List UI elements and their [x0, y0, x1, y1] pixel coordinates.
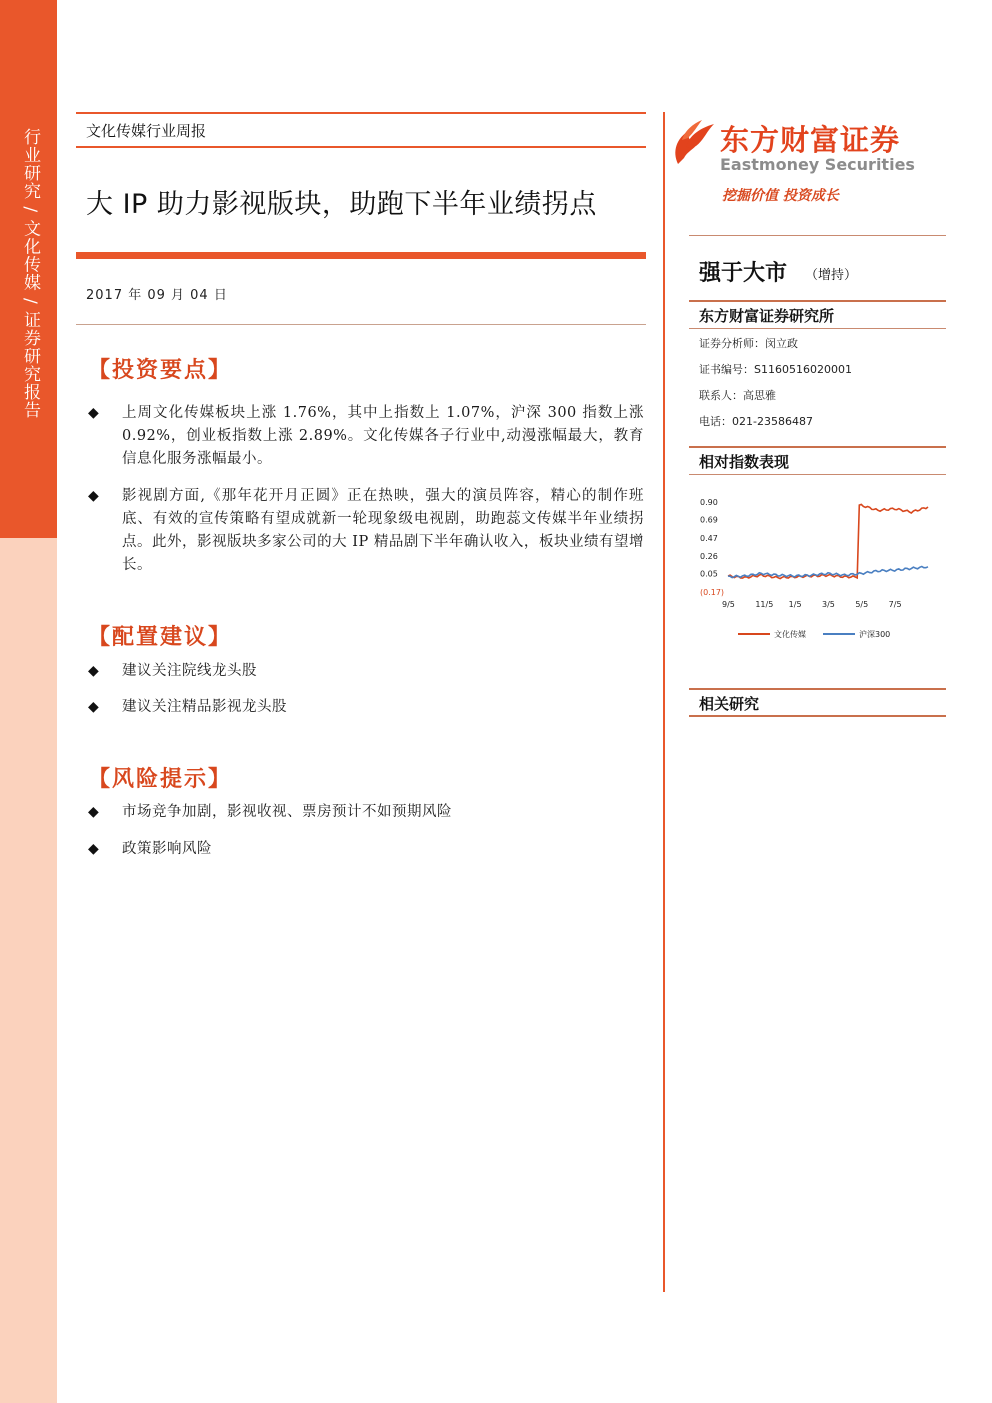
diamond-bullet-icon: ◆ — [88, 405, 99, 421]
x-tick-label: 9/5 — [722, 600, 735, 609]
section-title-invest-points: 【投资要点】 — [88, 357, 233, 383]
bullet-text: 影视剧方面,《那年花开月正圆》正在热映，强大的演员阵容，精心的制作班底、有效的宣传策略有望成就新一轮现象级电视剧，助跑蕊文传媒半年业绩拐点。此外，影视版块多家公司的大 IP 精品剧下半年确认收入，板块业绩有望增长。 — [122, 488, 644, 573]
y-tick-label: 0.47 — [700, 534, 718, 544]
sidebar-category-text: 行业研究 / 文化传媒 / 证券研究报告 — [20, 128, 40, 420]
bullet-text: 市场竞争加剧，影视收视、票房预计不如预期风险 — [122, 804, 452, 820]
x-tick-label: 3/5 — [822, 600, 835, 609]
title-underline-bar — [76, 252, 646, 259]
diamond-bullet-icon: ◆ — [88, 841, 99, 857]
date-divider — [76, 324, 646, 325]
chart-heading-bottom-rule — [689, 474, 946, 475]
cert-number: 证书编号：S1160516020001 — [699, 363, 852, 376]
institute-name: 东方财富证券研究所 — [699, 307, 835, 325]
institute-bottom-rule — [689, 328, 946, 329]
rating-label: 强于大市 — [699, 261, 788, 286]
x-tick-label: 5/5 — [855, 600, 869, 609]
header-top-rule — [76, 112, 646, 114]
contact-person: 联系人：高思雅 — [699, 389, 776, 402]
chart-heading: 相对指数表现 — [699, 453, 790, 471]
y-tick-label: 0.90 — [700, 498, 718, 507]
y-tick-label: 0.69 — [700, 515, 718, 525]
list-item — [88, 696, 644, 719]
page-title: 大 IP 助力影视版块，助跑下半年业绩拐点 — [86, 189, 597, 220]
list-item — [88, 838, 644, 861]
institute-top-rule — [689, 300, 946, 302]
related-heading-top-rule — [689, 688, 946, 690]
diamond-bullet-icon: ◆ — [88, 663, 99, 679]
column-divider — [663, 112, 665, 1292]
y-tick-label: 0.26 — [700, 551, 718, 561]
y-tick-label: 0.05 — [700, 569, 718, 579]
relative-index-chart — [690, 490, 940, 650]
x-tick-label: 7/5 — [888, 600, 902, 609]
related-heading-bottom-rule — [689, 715, 946, 717]
bullet-text: 建议关注精品影视龙头股 — [122, 699, 287, 715]
list-item — [88, 660, 644, 683]
series-line-culture-media — [728, 504, 928, 578]
y-tick-label: (0.17) — [700, 588, 725, 597]
header-mid-rule — [76, 146, 646, 148]
list-item — [88, 801, 644, 824]
bullet-text: 政策影响风险 — [122, 841, 212, 857]
flame-logo-icon — [670, 118, 716, 168]
report-date: 2017 年 09 月 04 日 — [86, 288, 228, 303]
rating-top-rule — [689, 235, 946, 236]
logo-chinese-name: 东方财富证券 — [720, 123, 901, 157]
side-strip-light — [0, 538, 57, 1403]
x-tick-label: 11/5 — [755, 600, 774, 609]
diamond-bullet-icon: ◆ — [88, 488, 99, 504]
section-title-allocation: 【配置建议】 — [88, 624, 233, 650]
diamond-bullet-icon: ◆ — [88, 699, 99, 715]
rating-sub-label: （增持） — [805, 268, 858, 283]
list-item — [88, 485, 644, 577]
diamond-bullet-icon: ◆ — [88, 804, 99, 820]
legend-label: 沪深300 — [859, 630, 891, 639]
analyst-name: 证券分析师：闵立政 — [699, 337, 798, 350]
legend-label: 文化传媒 — [774, 630, 806, 639]
logo-english-name: Eastmoney Securities — [720, 155, 915, 174]
chart-heading-top-rule — [689, 446, 946, 448]
report-type: 文化传媒行业周报 — [86, 122, 207, 140]
bullet-text: 上周文化传媒板块上涨 1.76%，其中上指数上 1.07%，沪深 300 指数上涨 0.92%，创业板指数上涨 2.89%。文化传媒各子行业中,动漫涨幅最大，教育信息化服务涨幅最小。 — [122, 405, 644, 467]
phone-number: 电话：021-23586487 — [699, 415, 813, 428]
section-title-risk: 【风险提示】 — [88, 766, 233, 792]
related-research-heading: 相关研究 — [699, 695, 760, 713]
list-item — [88, 402, 644, 471]
logo-slogan: 挖掘价值 投资成长 — [722, 188, 839, 204]
x-tick-label: 1/5 — [788, 600, 802, 609]
bullet-text: 建议关注院线龙头股 — [122, 663, 257, 679]
